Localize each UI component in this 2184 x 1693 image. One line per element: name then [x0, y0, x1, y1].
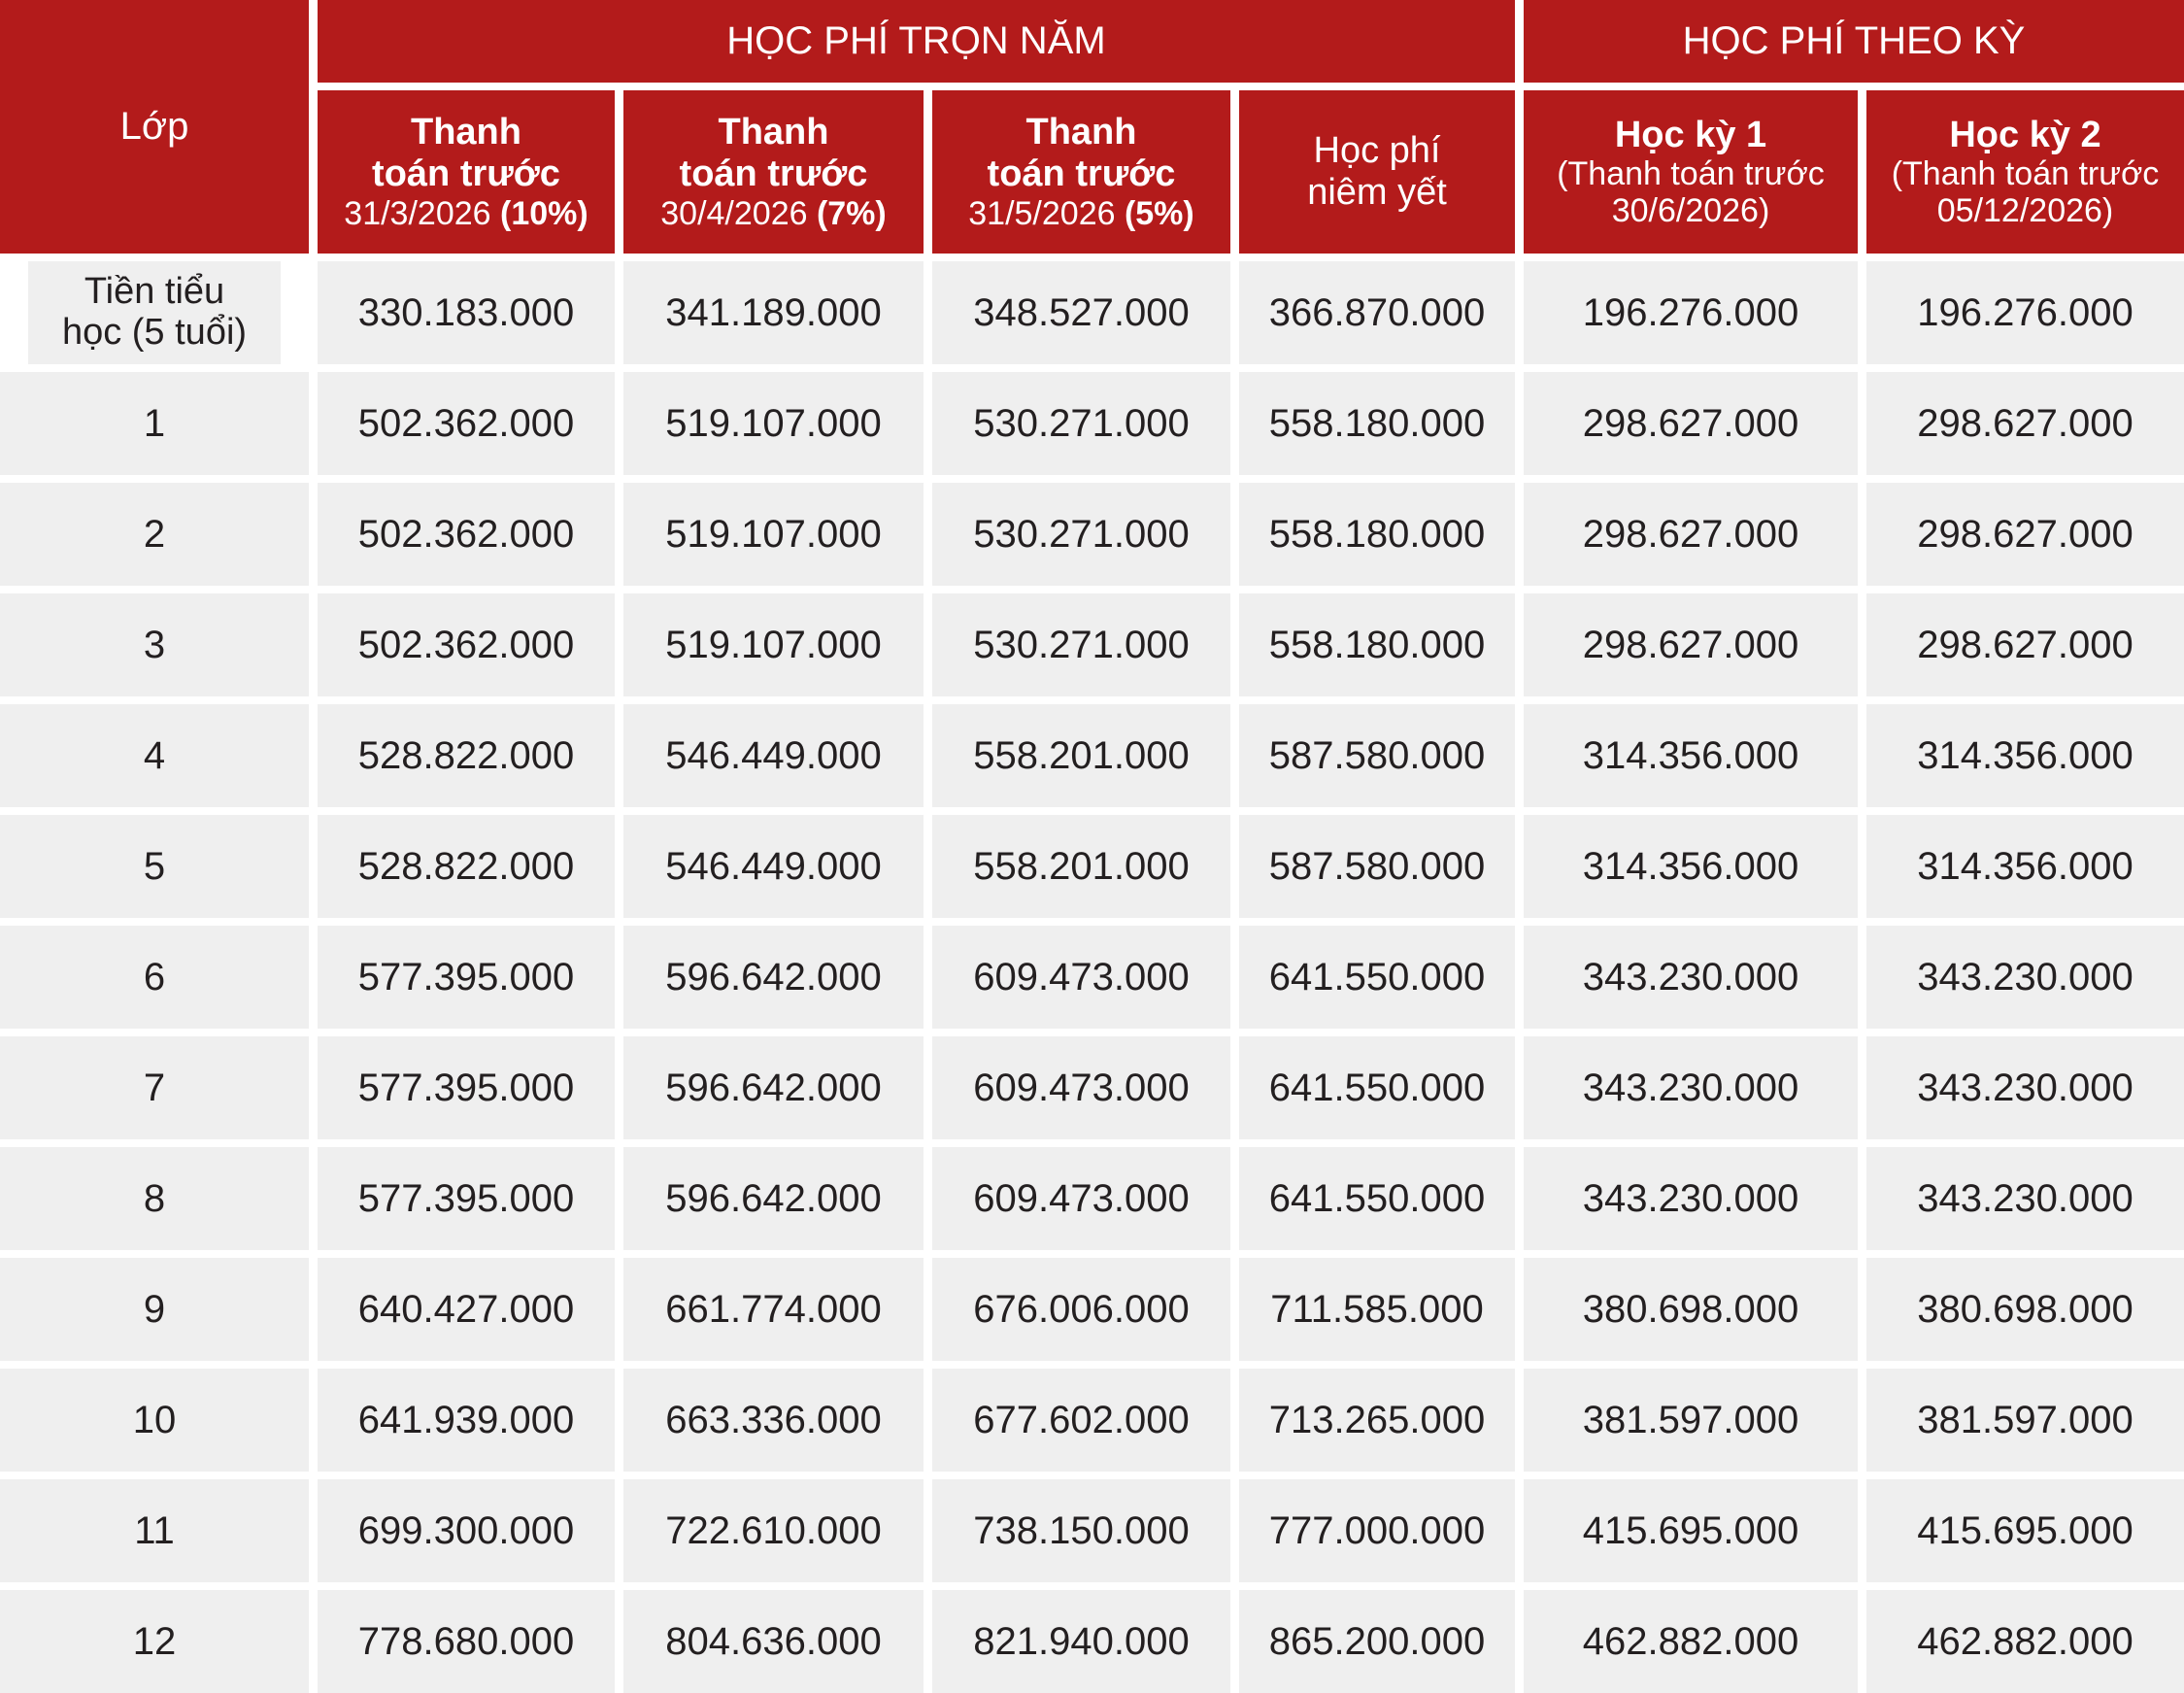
class-cell: 4 — [0, 704, 309, 807]
fee-cell: 381.597.000 — [1524, 1369, 1858, 1472]
fee-cell: 502.362.000 — [318, 483, 615, 586]
fee-cell: 298.627.000 — [1524, 593, 1858, 696]
fee-cell: 587.580.000 — [1239, 815, 1515, 918]
class-cell: 6 — [0, 926, 309, 1029]
fee-cell: 330.183.000 — [318, 261, 615, 364]
fee-cell: 196.276.000 — [1524, 261, 1858, 364]
fee-cell: 530.271.000 — [932, 483, 1230, 586]
fee-cell: 380.698.000 — [1866, 1258, 2184, 1361]
fee-cell: 778.680.000 — [318, 1590, 615, 1693]
discount-note: (5%) — [1124, 194, 1194, 232]
column-title: Học kỳ 1 — [1614, 114, 1767, 155]
fee-cell: 677.602.000 — [932, 1369, 1230, 1472]
fee-cell: 519.107.000 — [623, 593, 924, 696]
fee-cell: 804.636.000 — [623, 1590, 924, 1693]
date-text: (Thanh toán trước 30/6/2026) — [1557, 155, 1825, 230]
fee-cell: 343.230.000 — [1866, 926, 2184, 1029]
header-column — [1866, 90, 2184, 254]
class-cell: 12 — [0, 1590, 309, 1693]
discount-note: (10%) — [500, 194, 588, 232]
header-column — [318, 90, 615, 254]
fee-cell: 343.230.000 — [1524, 926, 1858, 1029]
fee-cell: 298.627.000 — [1524, 372, 1858, 475]
class-cell: 9 — [0, 1258, 309, 1361]
column-date — [1545, 155, 1836, 229]
fee-cell: 558.180.000 — [1239, 372, 1515, 475]
fee-cell: 415.695.000 — [1866, 1479, 2184, 1582]
fee-cell: 314.356.000 — [1524, 815, 1858, 918]
fee-cell: 366.870.000 — [1239, 261, 1515, 364]
fee-cell: 558.180.000 — [1239, 593, 1515, 696]
column-date — [1880, 155, 2171, 229]
fee-cell: 596.642.000 — [623, 1147, 924, 1250]
fee-cell: 196.276.000 — [1866, 261, 2184, 364]
fee-cell: 343.230.000 — [1524, 1147, 1858, 1250]
column-title: Học phí niêm yết — [1307, 130, 1447, 213]
date-text: 31/5/2026 — [968, 194, 1125, 232]
fee-cell: 609.473.000 — [932, 1036, 1230, 1139]
header-column — [623, 90, 924, 254]
fee-cell: 343.230.000 — [1866, 1036, 2184, 1139]
fee-cell: 502.362.000 — [318, 593, 615, 696]
fee-cell: 777.000.000 — [1239, 1479, 1515, 1582]
fee-cell: 577.395.000 — [318, 1036, 615, 1139]
fee-cell: 609.473.000 — [932, 1147, 1230, 1250]
fee-cell: 676.006.000 — [932, 1258, 1230, 1361]
column-title: Thanh toán trước — [679, 112, 868, 194]
fee-cell: 587.580.000 — [1239, 704, 1515, 807]
fee-cell: 546.449.000 — [623, 815, 924, 918]
header-column — [1239, 90, 1515, 254]
fee-cell: 641.939.000 — [318, 1369, 615, 1472]
fee-cell: 577.395.000 — [318, 1147, 615, 1250]
fee-cell: 641.550.000 — [1239, 926, 1515, 1029]
column-date — [344, 195, 588, 232]
header-column — [932, 90, 1230, 254]
fee-cell: 502.362.000 — [318, 372, 615, 475]
date-text: (Thanh toán trước 05/12/2026) — [1891, 155, 2160, 230]
fee-cell: 519.107.000 — [623, 372, 924, 475]
fee-cell: 530.271.000 — [932, 593, 1230, 696]
header-group-by-term: HỌC PHÍ THEO KỲ — [1524, 0, 2184, 83]
class-cell: 8 — [0, 1147, 309, 1250]
fee-cell: 865.200.000 — [1239, 1590, 1515, 1693]
fee-cell: 528.822.000 — [318, 815, 615, 918]
fee-cell: 348.527.000 — [932, 261, 1230, 364]
date-text: 31/3/2026 — [344, 194, 500, 232]
discount-note: (7%) — [816, 194, 887, 232]
fee-cell: 661.774.000 — [623, 1258, 924, 1361]
column-title: Học kỳ 2 — [1949, 114, 2101, 155]
fee-cell: 546.449.000 — [623, 704, 924, 807]
fee-cell: 415.695.000 — [1524, 1479, 1858, 1582]
fee-cell: 596.642.000 — [623, 926, 924, 1029]
fee-cell: 343.230.000 — [1866, 1147, 2184, 1250]
fee-cell: 722.610.000 — [623, 1479, 924, 1582]
class-cell: 1 — [0, 372, 309, 475]
class-cell: 3 — [0, 593, 309, 696]
fee-cell: 314.356.000 — [1524, 704, 1858, 807]
column-date — [968, 195, 1194, 232]
fee-cell: 558.180.000 — [1239, 483, 1515, 586]
fee-cell: 462.882.000 — [1524, 1590, 1858, 1693]
fee-cell: 738.150.000 — [932, 1479, 1230, 1582]
fee-cell: 314.356.000 — [1866, 704, 2184, 807]
fee-cell: 609.473.000 — [932, 926, 1230, 1029]
fee-cell: 558.201.000 — [932, 815, 1230, 918]
fee-cell: 343.230.000 — [1524, 1036, 1858, 1139]
fee-cell: 821.940.000 — [932, 1590, 1230, 1693]
header-group-full-year: HỌC PHÍ TRỌN NĂM — [318, 0, 1515, 83]
date-text: 30/4/2026 — [660, 194, 817, 232]
column-title: Thanh toán trước — [987, 112, 1176, 194]
fee-cell: 713.265.000 — [1239, 1369, 1515, 1472]
fee-cell: 640.427.000 — [318, 1258, 615, 1361]
header-column — [1524, 90, 1858, 254]
fee-cell: 298.627.000 — [1524, 483, 1858, 586]
fee-cell: 381.597.000 — [1866, 1369, 2184, 1472]
class-cell: 2 — [0, 483, 309, 586]
fee-cell: 462.882.000 — [1866, 1590, 2184, 1693]
class-cell: 11 — [0, 1479, 309, 1582]
fee-cell: 663.336.000 — [623, 1369, 924, 1472]
fee-cell: 298.627.000 — [1866, 372, 2184, 475]
fee-cell: 519.107.000 — [623, 483, 924, 586]
fee-cell: 341.189.000 — [623, 261, 924, 364]
column-title: Thanh toán trước — [372, 112, 560, 194]
fee-cell: 314.356.000 — [1866, 815, 2184, 918]
header-class: Lớp — [0, 0, 309, 254]
fee-cell: 711.585.000 — [1239, 1258, 1515, 1361]
fee-cell: 528.822.000 — [318, 704, 615, 807]
fee-cell: 699.300.000 — [318, 1479, 615, 1582]
fee-cell: 641.550.000 — [1239, 1147, 1515, 1250]
class-cell: Tiền tiểu học (5 tuổi) — [28, 261, 281, 364]
fee-cell: 641.550.000 — [1239, 1036, 1515, 1139]
fee-cell: 596.642.000 — [623, 1036, 924, 1139]
class-cell: 7 — [0, 1036, 309, 1139]
column-date — [660, 195, 887, 232]
fee-cell: 558.201.000 — [932, 704, 1230, 807]
class-cell: 5 — [0, 815, 309, 918]
class-cell: 10 — [0, 1369, 309, 1472]
fee-cell: 577.395.000 — [318, 926, 615, 1029]
fee-cell: 530.271.000 — [932, 372, 1230, 475]
fee-cell: 298.627.000 — [1866, 593, 2184, 696]
fee-cell: 380.698.000 — [1524, 1258, 1858, 1361]
fee-cell: 298.627.000 — [1866, 483, 2184, 586]
